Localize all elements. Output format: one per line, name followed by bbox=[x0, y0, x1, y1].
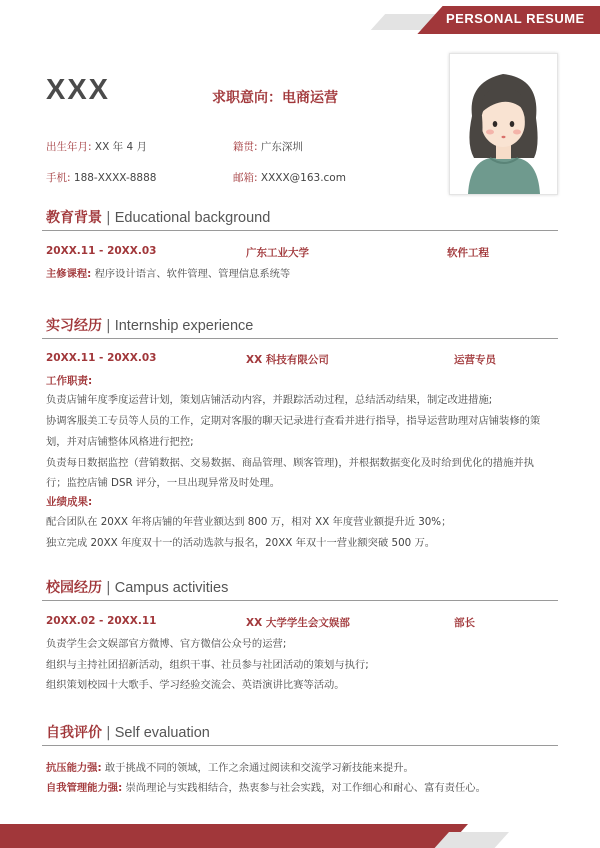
education-major: 软件工程 bbox=[447, 247, 489, 259]
results-label: 业绩成果: bbox=[46, 496, 93, 508]
courses-label: 主修课程: bbox=[46, 268, 92, 280]
candidate-name: XXX bbox=[46, 74, 111, 106]
internship-role: 运营专员 bbox=[454, 354, 496, 366]
birth-label: 出生年月: bbox=[46, 141, 92, 153]
internship-period: 20XX.11 - 20XX.03 bbox=[46, 352, 157, 364]
email-value: XXXX@163.com bbox=[257, 172, 346, 184]
campus-divider bbox=[42, 600, 558, 601]
result-line: 独立完成 20XX 年度双十一的活动选款与报名，20XX 年双十一营业额突破 500 万。 bbox=[46, 537, 436, 549]
campus-line: 组织与主持社团招新活动，组织干事、社员参与社团活动的策划与执行; bbox=[46, 659, 369, 671]
birth-info bbox=[46, 139, 147, 154]
self-title-cn: 自我评价 bbox=[46, 725, 102, 741]
campus-title-en: Campus activities bbox=[114, 580, 229, 596]
phone-info bbox=[46, 170, 156, 185]
native-value: 广东深圳 bbox=[257, 141, 303, 153]
education-period: 20XX.11 - 20XX.03 bbox=[46, 245, 157, 257]
pressure-value: 敢于挑战不同的领域，工作之余通过阅读和交流学习新技能来提升。 bbox=[101, 762, 414, 774]
education-title-cn: 教育背景 bbox=[46, 210, 102, 226]
avatar-illustration bbox=[450, 54, 557, 194]
self-title-en: Self evaluation bbox=[114, 725, 210, 741]
self-item-management bbox=[46, 779, 486, 794]
campus-period: 20XX.02 - 20XX.11 bbox=[46, 615, 157, 627]
education-heading: 教育背景 | Educational background bbox=[46, 210, 271, 226]
phone-label: 手机: bbox=[46, 172, 71, 184]
result-line: 配合团队在 20XX 年将店铺的年营业额达到 800 万，相对 XX 年度营业额提升近 30%； bbox=[46, 516, 452, 528]
campus-line: 负责学生会文娱部官方微博、官方微信公众号的运营; bbox=[46, 638, 287, 650]
education-title-en: Educational background bbox=[114, 210, 271, 226]
internship-heading: 实习经历 | Internship experience bbox=[46, 318, 254, 334]
duties-label: 工作职责: bbox=[46, 375, 93, 387]
job-objective: 求职意向：电商运营 bbox=[212, 90, 338, 106]
education-courses bbox=[46, 265, 290, 280]
banner-title: PERSONAL RESUME bbox=[446, 11, 585, 26]
bottom-banner bbox=[0, 824, 468, 848]
education-school: 广东工业大学 bbox=[246, 247, 309, 259]
education-divider bbox=[42, 230, 558, 231]
pressure-label: 抗压能力强: bbox=[46, 762, 102, 774]
management-label: 自我管理能力强: bbox=[46, 782, 123, 794]
internship-company: XX 科技有限公司 bbox=[246, 354, 329, 366]
campus-role: 部长 bbox=[454, 617, 475, 629]
duty-line: 负责店铺年度季度运营计划，策划店铺活动内容，并跟踪活动过程，总结活动结果，制定改进措施; bbox=[46, 394, 493, 406]
management-value: 崇尚理论与实践相结合，热衷参与社会实践，对工作细心和耐心、富有责任心。 bbox=[122, 782, 486, 794]
campus-title-cn: 校园经历 bbox=[46, 580, 102, 596]
email-label: 邮箱: bbox=[233, 172, 258, 184]
campus-org: XX 大学学生会文娱部 bbox=[246, 617, 350, 629]
email-info bbox=[233, 170, 346, 185]
duty-line: 行；监控店铺 DSR 评分，一旦出现异常及时处理。 bbox=[46, 477, 281, 489]
self-item-pressure bbox=[46, 759, 414, 774]
profile-photo bbox=[449, 53, 558, 195]
duty-line: 划，并对店铺整体风格进行把控; bbox=[46, 436, 194, 448]
campus-line: 组织策划校园十大歌手、学习经验交流会、英语演讲比赛等活动。 bbox=[46, 679, 345, 691]
birth-value: XX 年 4 月 bbox=[91, 141, 147, 153]
self-heading: 自我评价 | Self evaluation bbox=[46, 725, 210, 741]
duty-line: 负责每日数据监控（营销数据、交易数据、商品管理、顾客管理)，并根据数据变化及时给到优化的措施并执 bbox=[46, 457, 534, 469]
campus-heading: 校园经历 | Campus activities bbox=[46, 580, 229, 596]
internship-divider bbox=[42, 338, 558, 339]
courses-value: 程序设计语言、软件管理、管理信息系统等 bbox=[91, 268, 291, 280]
self-divider bbox=[42, 745, 558, 746]
native-label: 籍贯: bbox=[233, 141, 258, 153]
internship-title-en: Internship experience bbox=[114, 318, 254, 334]
phone-value: 188-XXXX-8888 bbox=[70, 172, 157, 184]
duty-line: 协调客服美工专员等人员的工作，定期对客服的聊天记录进行查看并进行指导，指导运营助理对店铺装修的策 bbox=[46, 415, 541, 427]
native-info bbox=[233, 139, 303, 154]
internship-title-cn: 实习经历 bbox=[46, 318, 102, 334]
